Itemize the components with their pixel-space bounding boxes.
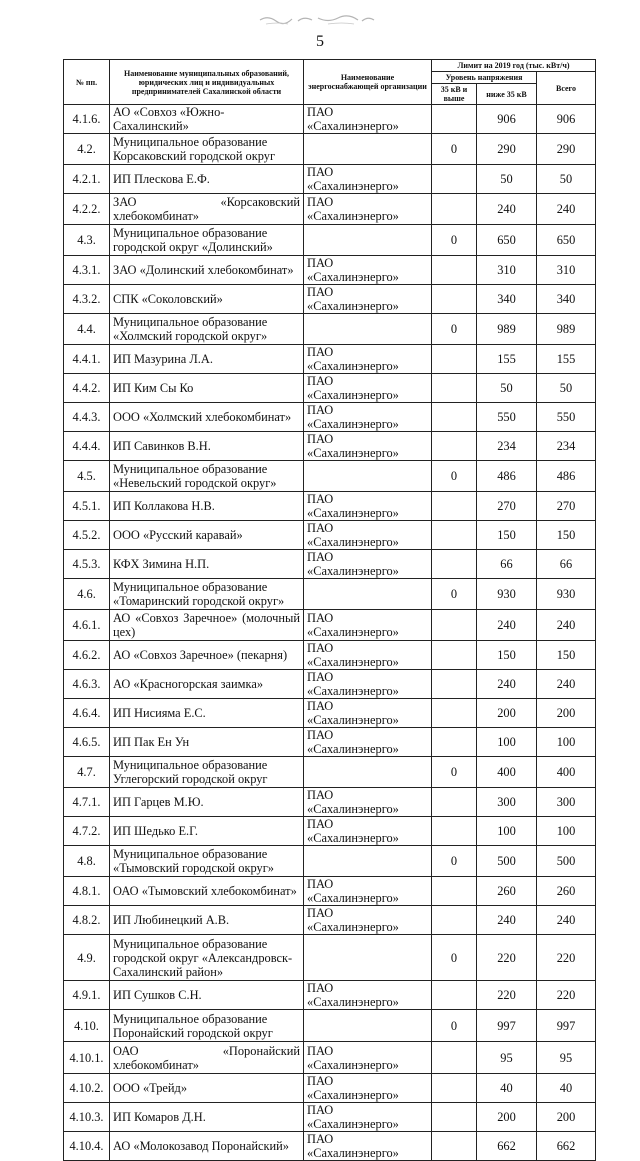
row-low-voltage: 50 bbox=[477, 165, 537, 194]
row-name: ИП Пак Ен Ун bbox=[110, 728, 304, 757]
table-row bbox=[64, 906, 596, 935]
table-row bbox=[64, 757, 596, 788]
row-high-voltage bbox=[432, 981, 477, 1010]
row-high-voltage: 0 bbox=[432, 846, 477, 877]
row-supplier bbox=[304, 461, 432, 492]
row-low-voltage: 40 bbox=[477, 1074, 537, 1103]
row-number: 4.2.2. bbox=[64, 194, 110, 225]
row-total: 906 bbox=[537, 105, 596, 134]
row-supplier bbox=[304, 314, 432, 345]
row-total: 300 bbox=[537, 788, 596, 817]
row-supplier: ПАО «Сахалинэнерго» bbox=[304, 374, 432, 403]
table-row bbox=[64, 285, 596, 314]
table-row bbox=[64, 492, 596, 521]
row-high-voltage: 0 bbox=[432, 461, 477, 492]
table-row bbox=[64, 1103, 596, 1132]
row-high-voltage: 0 bbox=[432, 935, 477, 981]
row-total: 290 bbox=[537, 134, 596, 165]
row-total: 270 bbox=[537, 492, 596, 521]
row-high-voltage bbox=[432, 728, 477, 757]
row-name: ЗАО «Долинский хлебокомбинат» bbox=[110, 256, 304, 285]
row-high-voltage bbox=[432, 1074, 477, 1103]
row-low-voltage: 200 bbox=[477, 1103, 537, 1132]
table-row bbox=[64, 935, 596, 981]
row-supplier bbox=[304, 757, 432, 788]
row-number: 4.4.2. bbox=[64, 374, 110, 403]
row-number: 4.10.1. bbox=[64, 1042, 110, 1074]
row-high-voltage bbox=[432, 641, 477, 670]
row-high-voltage bbox=[432, 788, 477, 817]
table-row bbox=[64, 788, 596, 817]
row-low-voltage: 100 bbox=[477, 817, 537, 846]
row-number: 4.10. bbox=[64, 1010, 110, 1042]
table-row bbox=[64, 256, 596, 285]
row-low-voltage: 997 bbox=[477, 1010, 537, 1042]
row-number: 4.5.1. bbox=[64, 492, 110, 521]
table-row bbox=[64, 877, 596, 906]
row-low-voltage: 240 bbox=[477, 610, 537, 641]
row-name: АО «Совхоз «Южно-Сахалинский» bbox=[110, 105, 304, 134]
table-row bbox=[64, 1132, 596, 1161]
row-supplier bbox=[304, 579, 432, 610]
row-total: 50 bbox=[537, 165, 596, 194]
row-number: 4.6.4. bbox=[64, 699, 110, 728]
row-name: ООО «Русский каравай» bbox=[110, 521, 304, 550]
row-low-voltage: 662 bbox=[477, 1132, 537, 1161]
row-supplier: ПАО «Сахалинэнерго» bbox=[304, 403, 432, 432]
row-total: 260 bbox=[537, 877, 596, 906]
row-number: 4.4.1. bbox=[64, 345, 110, 374]
row-name: Муниципальное образование Поронайский городской округ bbox=[110, 1010, 304, 1042]
row-low-voltage: 400 bbox=[477, 757, 537, 788]
header-high-voltage: 35 кВ и выше bbox=[432, 84, 477, 105]
table-row bbox=[64, 610, 596, 641]
row-number: 4.6.2. bbox=[64, 641, 110, 670]
row-name: ИП Ким Сы Ко bbox=[110, 374, 304, 403]
table-row bbox=[64, 670, 596, 699]
row-low-voltage: 220 bbox=[477, 935, 537, 981]
row-number: 4.10.3. bbox=[64, 1103, 110, 1132]
row-supplier: ПАО «Сахалинэнерго» bbox=[304, 641, 432, 670]
row-supplier: ПАО «Сахалинэнерго» bbox=[304, 788, 432, 817]
table-row bbox=[64, 461, 596, 492]
row-name: ООО «Холмский хлебокомбинат» bbox=[110, 403, 304, 432]
row-low-voltage: 270 bbox=[477, 492, 537, 521]
table-row bbox=[64, 817, 596, 846]
row-name: ИП Гарцев М.Ю. bbox=[110, 788, 304, 817]
row-supplier: ПАО «Сахалинэнерго» bbox=[304, 981, 432, 1010]
row-total: 989 bbox=[537, 314, 596, 345]
row-total: 40 bbox=[537, 1074, 596, 1103]
row-low-voltage: 220 bbox=[477, 981, 537, 1010]
row-name: СПК «Соколовский» bbox=[110, 285, 304, 314]
table-row bbox=[64, 728, 596, 757]
table-row bbox=[64, 165, 596, 194]
row-number: 4.9. bbox=[64, 935, 110, 981]
header-voltage: Уровень напряжения bbox=[432, 72, 537, 84]
row-name: ИП Плескова Е.Ф. bbox=[110, 165, 304, 194]
table-row bbox=[64, 403, 596, 432]
row-number: 4.9.1. bbox=[64, 981, 110, 1010]
row-supplier bbox=[304, 1010, 432, 1042]
row-number: 4.8.2. bbox=[64, 906, 110, 935]
row-supplier: ПАО «Сахалинэнерго» bbox=[304, 256, 432, 285]
row-name: ООО «Трейд» bbox=[110, 1074, 304, 1103]
row-high-voltage: 0 bbox=[432, 134, 477, 165]
table-row bbox=[64, 105, 596, 134]
row-total: 66 bbox=[537, 550, 596, 579]
row-total: 240 bbox=[537, 670, 596, 699]
row-low-voltage: 200 bbox=[477, 699, 537, 728]
table-row bbox=[64, 345, 596, 374]
row-supplier: ПАО «Сахалинэнерго» bbox=[304, 699, 432, 728]
row-high-voltage bbox=[432, 670, 477, 699]
row-low-voltage: 260 bbox=[477, 877, 537, 906]
row-high-voltage: 0 bbox=[432, 757, 477, 788]
row-high-voltage: 0 bbox=[432, 579, 477, 610]
row-total: 200 bbox=[537, 699, 596, 728]
row-high-voltage bbox=[432, 345, 477, 374]
row-name: Муниципальное образование Корсаковский городской округ bbox=[110, 134, 304, 165]
row-total: 50 bbox=[537, 374, 596, 403]
row-low-voltage: 906 bbox=[477, 105, 537, 134]
table-row bbox=[64, 846, 596, 877]
row-low-voltage: 95 bbox=[477, 1042, 537, 1074]
row-name: ЗАО «Корсаковский хлебокомбинат» bbox=[110, 194, 304, 225]
row-low-voltage: 66 bbox=[477, 550, 537, 579]
row-high-voltage bbox=[432, 194, 477, 225]
row-supplier: ПАО «Сахалинэнерго» bbox=[304, 670, 432, 699]
row-name: Муниципальное образование Углегорский городской округ bbox=[110, 757, 304, 788]
table-header bbox=[64, 60, 596, 105]
row-name: ИП Мазурина Л.А. bbox=[110, 345, 304, 374]
row-name: АО «Красногорская заимка» bbox=[110, 670, 304, 699]
row-number: 4.8.1. bbox=[64, 877, 110, 906]
row-supplier: ПАО «Сахалинэнерго» bbox=[304, 817, 432, 846]
row-name: КФХ Зимина Н.П. bbox=[110, 550, 304, 579]
row-supplier: ПАО «Сахалинэнерго» bbox=[304, 1042, 432, 1074]
table-row bbox=[64, 314, 596, 345]
row-number: 4.7.1. bbox=[64, 788, 110, 817]
table-row bbox=[64, 225, 596, 256]
row-number: 4.5. bbox=[64, 461, 110, 492]
row-number: 4.6.5. bbox=[64, 728, 110, 757]
header-name: Наименование муниципальных образований, юридических лиц и индивидуальных предпринимателей Сахалинской области bbox=[110, 60, 304, 105]
row-name: ОАО «Тымовский хлебокомбинат» bbox=[110, 877, 304, 906]
row-low-voltage: 155 bbox=[477, 345, 537, 374]
row-total: 220 bbox=[537, 935, 596, 981]
row-total: 550 bbox=[537, 403, 596, 432]
row-number: 4.2.1. bbox=[64, 165, 110, 194]
row-low-voltage: 340 bbox=[477, 285, 537, 314]
row-low-voltage: 930 bbox=[477, 579, 537, 610]
row-total: 150 bbox=[537, 521, 596, 550]
row-low-voltage: 500 bbox=[477, 846, 537, 877]
row-number: 4.8. bbox=[64, 846, 110, 877]
row-number: 4.6.1. bbox=[64, 610, 110, 641]
row-high-voltage bbox=[432, 432, 477, 461]
row-high-voltage bbox=[432, 521, 477, 550]
row-total: 310 bbox=[537, 256, 596, 285]
row-high-voltage bbox=[432, 256, 477, 285]
row-high-voltage bbox=[432, 817, 477, 846]
row-name: Муниципальное образование «Холмский городской округ» bbox=[110, 314, 304, 345]
row-name: Муниципальное образование «Невельский городской округ» bbox=[110, 461, 304, 492]
row-number: 4.4. bbox=[64, 314, 110, 345]
row-name: Муниципальное образование «Томаринский городской округ» bbox=[110, 579, 304, 610]
row-high-voltage bbox=[432, 1103, 477, 1132]
row-number: 4.10.2. bbox=[64, 1074, 110, 1103]
row-supplier: ПАО «Сахалинэнерго» bbox=[304, 728, 432, 757]
row-total: 100 bbox=[537, 817, 596, 846]
row-name: ИП Нисияма Е.С. bbox=[110, 699, 304, 728]
row-low-voltage: 650 bbox=[477, 225, 537, 256]
table-row bbox=[64, 699, 596, 728]
row-name: Муниципальное образование городской округ «Александровск-Сахалинский район» bbox=[110, 935, 304, 981]
table-row bbox=[64, 1010, 596, 1042]
row-supplier: ПАО «Сахалинэнерго» bbox=[304, 610, 432, 641]
table-row bbox=[64, 134, 596, 165]
row-supplier: ПАО «Сахалинэнерго» bbox=[304, 906, 432, 935]
row-number: 4.4.4. bbox=[64, 432, 110, 461]
table-row bbox=[64, 432, 596, 461]
row-supplier: ПАО «Сахалинэнерго» bbox=[304, 492, 432, 521]
row-total: 220 bbox=[537, 981, 596, 1010]
row-total: 240 bbox=[537, 906, 596, 935]
row-total: 500 bbox=[537, 846, 596, 877]
table-row bbox=[64, 981, 596, 1010]
row-name: ИП Шедько Е.Г. bbox=[110, 817, 304, 846]
row-high-voltage bbox=[432, 699, 477, 728]
row-name: ОАО «Поронайский хлебокомбинат» bbox=[110, 1042, 304, 1074]
row-low-voltage: 486 bbox=[477, 461, 537, 492]
row-high-voltage bbox=[432, 285, 477, 314]
row-name: АО «Молокозавод Поронайский» bbox=[110, 1132, 304, 1161]
row-supplier: ПАО «Сахалинэнерго» bbox=[304, 432, 432, 461]
row-name: ИП Сушков С.Н. bbox=[110, 981, 304, 1010]
header-low-voltage: ниже 35 кВ bbox=[477, 84, 537, 105]
row-name: АО «Совхоз Заречное» (пекарня) bbox=[110, 641, 304, 670]
row-high-voltage: 0 bbox=[432, 225, 477, 256]
row-total: 486 bbox=[537, 461, 596, 492]
page-number: 5 bbox=[316, 33, 324, 50]
row-total: 650 bbox=[537, 225, 596, 256]
row-supplier bbox=[304, 225, 432, 256]
row-high-voltage bbox=[432, 1132, 477, 1161]
row-number: 4.5.2. bbox=[64, 521, 110, 550]
row-high-voltage bbox=[432, 105, 477, 134]
header-limit: Лимит на 2019 год (тыс. кВт/ч) bbox=[432, 60, 596, 72]
row-number: 4.3. bbox=[64, 225, 110, 256]
row-total: 150 bbox=[537, 641, 596, 670]
row-high-voltage bbox=[432, 165, 477, 194]
row-number: 4.4.3. bbox=[64, 403, 110, 432]
row-high-voltage bbox=[432, 1042, 477, 1074]
row-name: ИП Комаров Д.Н. bbox=[110, 1103, 304, 1132]
row-total: 240 bbox=[537, 610, 596, 641]
row-total: 155 bbox=[537, 345, 596, 374]
row-low-voltage: 989 bbox=[477, 314, 537, 345]
row-supplier: ПАО «Сахалинэнерго» bbox=[304, 1074, 432, 1103]
row-high-voltage bbox=[432, 550, 477, 579]
row-high-voltage bbox=[432, 877, 477, 906]
row-supplier: ПАО «Сахалинэнерго» bbox=[304, 550, 432, 579]
table-row bbox=[64, 579, 596, 610]
row-low-voltage: 234 bbox=[477, 432, 537, 461]
row-number: 4.6.3. bbox=[64, 670, 110, 699]
row-total: 340 bbox=[537, 285, 596, 314]
row-number: 4.7. bbox=[64, 757, 110, 788]
row-name: ИП Савинков В.Н. bbox=[110, 432, 304, 461]
row-name: ИП Коллакова Н.В. bbox=[110, 492, 304, 521]
table-body bbox=[64, 105, 596, 1161]
limits-table bbox=[63, 59, 596, 1161]
row-total: 400 bbox=[537, 757, 596, 788]
table-row bbox=[64, 1074, 596, 1103]
header-total: Всего bbox=[537, 72, 596, 105]
row-low-voltage: 50 bbox=[477, 374, 537, 403]
row-name: ИП Любинецкий А.В. bbox=[110, 906, 304, 935]
row-number: 4.3.1. bbox=[64, 256, 110, 285]
row-supplier: ПАО «Сахалинэнерго» bbox=[304, 1132, 432, 1161]
table-row bbox=[64, 521, 596, 550]
row-number: 4.10.4. bbox=[64, 1132, 110, 1161]
row-low-voltage: 240 bbox=[477, 670, 537, 699]
row-name: АО «Совхоз Заречное» (молочный цех) bbox=[110, 610, 304, 641]
table-row bbox=[64, 374, 596, 403]
row-total: 240 bbox=[537, 194, 596, 225]
row-supplier bbox=[304, 846, 432, 877]
row-supplier: ПАО «Сахалинэнерго» bbox=[304, 521, 432, 550]
table-row bbox=[64, 550, 596, 579]
row-low-voltage: 300 bbox=[477, 788, 537, 817]
row-name: Муниципальное образование «Тымовский городской округ» bbox=[110, 846, 304, 877]
row-high-voltage bbox=[432, 492, 477, 521]
row-high-voltage bbox=[432, 403, 477, 432]
row-high-voltage: 0 bbox=[432, 314, 477, 345]
row-supplier bbox=[304, 134, 432, 165]
row-high-voltage bbox=[432, 374, 477, 403]
row-supplier: ПАО «Сахалинэнерго» bbox=[304, 285, 432, 314]
row-high-voltage bbox=[432, 906, 477, 935]
row-low-voltage: 150 bbox=[477, 521, 537, 550]
row-low-voltage: 290 bbox=[477, 134, 537, 165]
row-supplier: ПАО «Сахалинэнерго» bbox=[304, 877, 432, 906]
header-supplier: Наименование энергоснабжающей организации bbox=[304, 60, 432, 105]
row-number: 4.6. bbox=[64, 579, 110, 610]
row-number: 4.5.3. bbox=[64, 550, 110, 579]
row-low-voltage: 550 bbox=[477, 403, 537, 432]
row-low-voltage: 150 bbox=[477, 641, 537, 670]
row-total: 200 bbox=[537, 1103, 596, 1132]
stamp-mark bbox=[258, 12, 376, 26]
row-number: 4.2. bbox=[64, 134, 110, 165]
row-supplier: ПАО «Сахалинэнерго» bbox=[304, 1103, 432, 1132]
row-supplier: ПАО «Сахалинэнерго» bbox=[304, 105, 432, 134]
row-total: 95 bbox=[537, 1042, 596, 1074]
table-row bbox=[64, 641, 596, 670]
row-number: 4.7.2. bbox=[64, 817, 110, 846]
row-supplier: ПАО «Сахалинэнерго» bbox=[304, 194, 432, 225]
row-total: 930 bbox=[537, 579, 596, 610]
row-number: 4.1.6. bbox=[64, 105, 110, 134]
row-high-voltage bbox=[432, 610, 477, 641]
row-total: 234 bbox=[537, 432, 596, 461]
row-supplier: ПАО «Сахалинэнерго» bbox=[304, 165, 432, 194]
table-row bbox=[64, 194, 596, 225]
row-low-voltage: 240 bbox=[477, 194, 537, 225]
row-total: 997 bbox=[537, 1010, 596, 1042]
row-supplier: ПАО «Сахалинэнерго» bbox=[304, 345, 432, 374]
row-low-voltage: 100 bbox=[477, 728, 537, 757]
table-row bbox=[64, 1042, 596, 1074]
row-low-voltage: 240 bbox=[477, 906, 537, 935]
row-total: 662 bbox=[537, 1132, 596, 1161]
row-total: 100 bbox=[537, 728, 596, 757]
row-low-voltage: 310 bbox=[477, 256, 537, 285]
row-supplier bbox=[304, 935, 432, 981]
row-name: Муниципальное образование городской округ «Долинский» bbox=[110, 225, 304, 256]
row-number: 4.3.2. bbox=[64, 285, 110, 314]
header-num: № пп. bbox=[64, 60, 110, 105]
row-high-voltage: 0 bbox=[432, 1010, 477, 1042]
